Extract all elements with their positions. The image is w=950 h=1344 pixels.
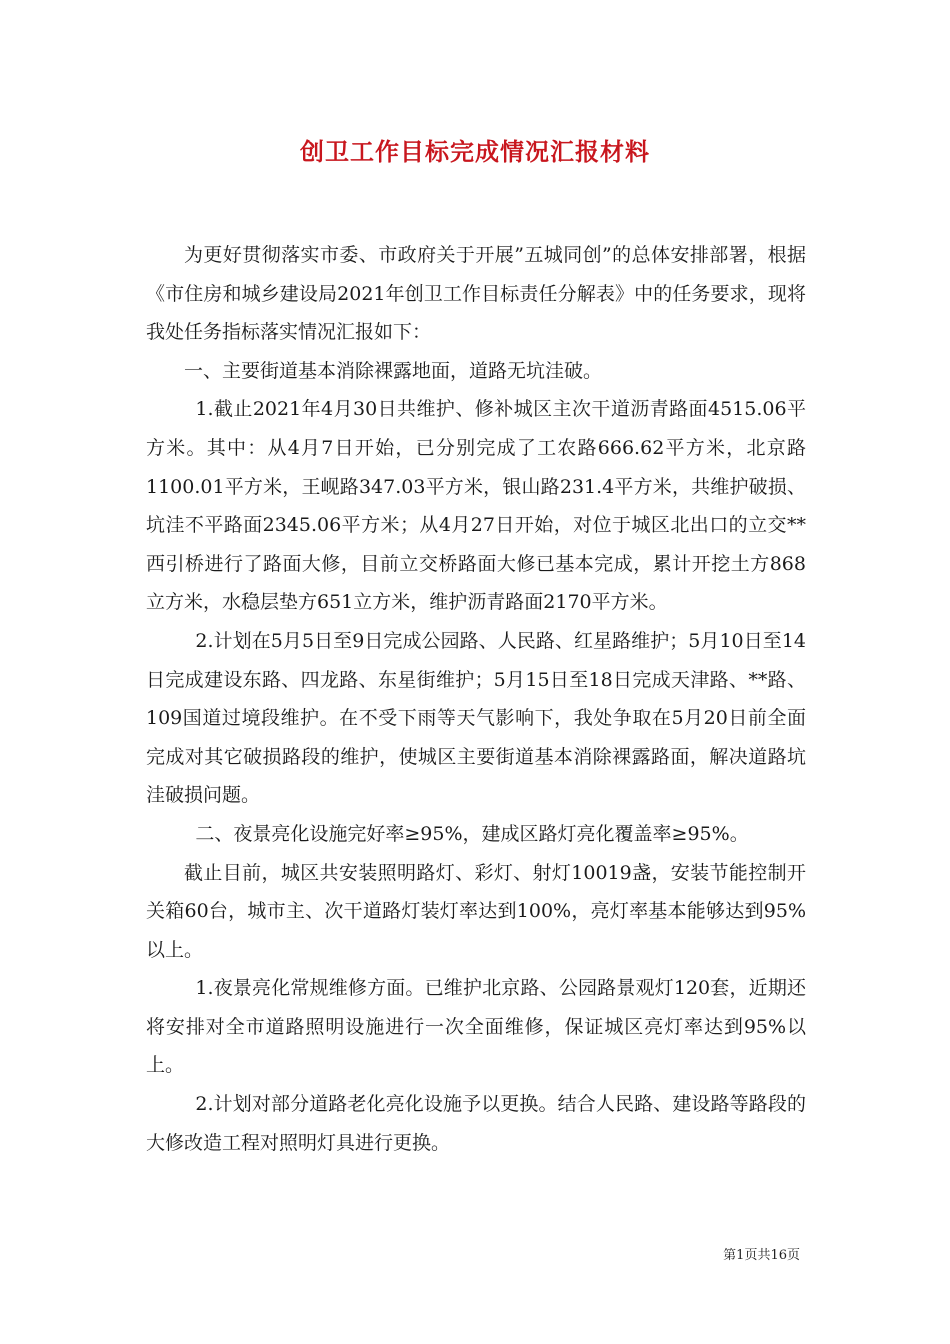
document-title: 创卫工作目标完成情况汇报材料: [300, 137, 650, 166]
paragraph-lighting-replacement: 2.计划对部分道路老化亮化设施予以更换。结合人民路、建设路等路段的大修改造工程对照明灯具进行更换。: [146, 1093, 806, 1154]
document-body: [146, 236, 806, 1162]
paragraph-lighting-status: 截止目前，城区共安装照明路灯、彩灯、射灯10019盏，安装节能控制开关箱60台，城市主、次干道路灯装灯率达到100%，亮灯率基本能够达到95%以上。: [146, 861, 806, 961]
heading-section-2: 二、夜景亮化设施完好率≥95%，建成区路灯亮化覆盖率≥95%。: [195, 822, 749, 845]
paragraph-lighting-maintenance: 1.夜景亮化常规维修方面。已维护北京路、公园路景观灯120套，近期还将安排对全市道路照明设施进行一次全面维修，保证城区亮灯率达到95%以上。: [146, 977, 806, 1077]
paragraph-road-repair-plan: 2.计划在5月5日至9日完成公园路、人民路、红星路维护；5月10日至14日完成建设东路、四龙路、东星街维护；5月15日至18日完成天津路、**路、109国道过境段维护。在不受下雨等天气影响下，我处争取在5月20日前全面完成对其它破损路段的维护，使城区主要街道基本消除裸露路面，解决道路坑洼破损问题。: [146, 629, 806, 807]
heading-section-1: 一、主要街道基本消除裸露地面，道路无坑洼破。: [184, 359, 603, 382]
page-number: 第1页共16页: [723, 1248, 800, 1263]
paragraph-road-repair-done: 1.截止2021年4月30日共维护、修补城区主次干道沥青路面4515.06平方米。其中：从4月7日开始，已分别完成了工农路666.62平方米，北京路1100.01平方米，王岘路347.03平方米，银山路231.4平方米，共维护破损、坑洼不平路面2345.06平方米；从4月27日开始，对位于城区北出口的立交**西引桥进行了路面大修，目前立交桥路面大修已基本完成，累计开挖土方868立方米，水稳层垫方651立方米，维护沥青路面2170平方米。: [146, 398, 806, 614]
paragraph-intro: 为更好贯彻落实市委、市政府关于开展”五城同创”的总体安排部署，根据《市住房和城乡建设局2021年创卫工作目标责任分解表》中的任务要求，现将我处任务指标落实情况汇报如下：: [146, 244, 806, 344]
